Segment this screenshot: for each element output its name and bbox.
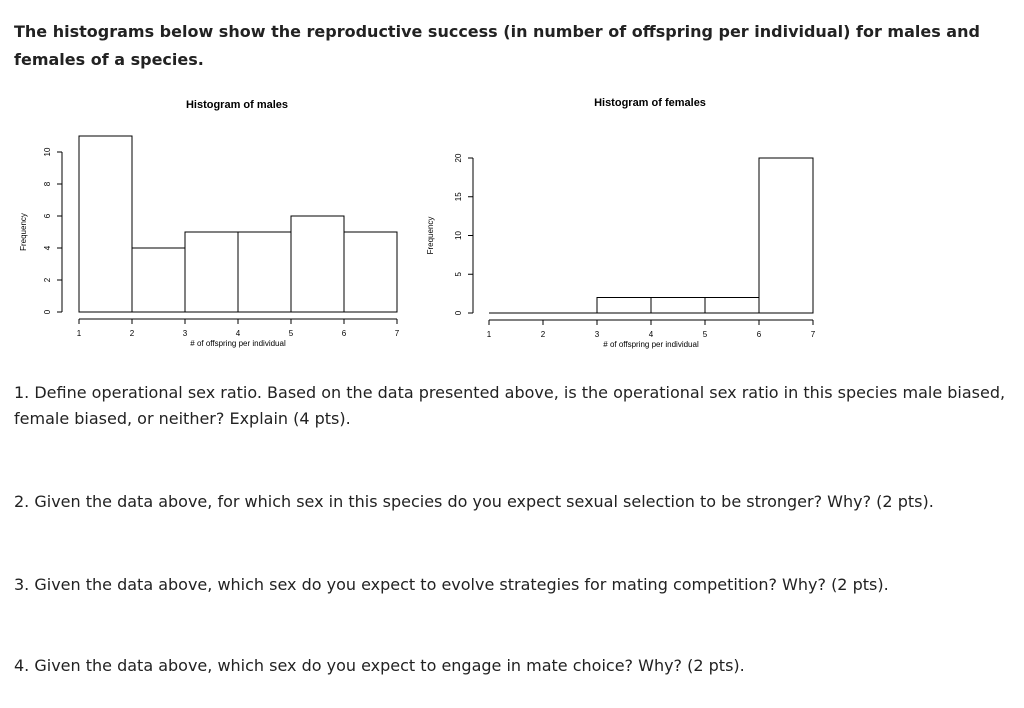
y-tick-label: 20	[454, 153, 463, 163]
x-tick-label: 5	[702, 330, 708, 339]
bar	[344, 232, 397, 312]
x-tick-label: 7	[810, 330, 816, 339]
y-tick-label: 8	[43, 181, 52, 187]
histogram-males	[0, 80, 420, 370]
x-tick-label: 4	[648, 330, 654, 339]
x-axis-label: # of offspring per individual	[603, 340, 699, 349]
question-3: 3. Given the data above, which sex do you expect to evolve strategies for mating competition? Why? (2 pts).	[14, 575, 889, 594]
x-tick-label: 6	[756, 330, 762, 339]
chart-title: Histogram of males	[185, 99, 289, 111]
x-axis-label: # of offspring per individual	[190, 339, 286, 348]
intro-text: The histograms below show the reproductive success (in number of offspring per individual) for males and females of a species.	[14, 22, 980, 69]
x-tick-label: 2	[540, 330, 546, 339]
y-tick-label: 5	[454, 272, 463, 277]
bar	[132, 248, 185, 312]
x-tick-label: 3	[594, 330, 600, 339]
x-tick-label: 1	[76, 329, 82, 338]
histogram-females	[405, 80, 835, 370]
x-tick-label: 5	[288, 329, 294, 338]
y-tick-label: 15	[454, 192, 463, 202]
x-tick-label: 7	[394, 329, 400, 338]
question-1: 1. Define operational sex ratio. Based on the data presented above, is the operational sex ratio in this species male biased, female biased, or neither? Explain (4 pts).	[14, 383, 1006, 428]
x-tick-label: 6	[341, 329, 347, 338]
bar	[79, 136, 132, 312]
x-tick-label: 1	[486, 330, 492, 339]
y-axis-label: Frequency	[19, 213, 28, 251]
bar	[651, 298, 705, 314]
bar	[705, 298, 759, 314]
x-tick-label: 3	[182, 329, 188, 338]
y-tick-label: 2	[43, 277, 52, 283]
question-2: 2. Given the data above, for which sex in this species do you expect sexual selection to be stronger? Why? (2 pts).	[14, 492, 934, 511]
x-tick-label: 2	[129, 329, 135, 338]
chart-title: Histogram of females	[594, 97, 706, 109]
y-axis-label: Frequency	[426, 216, 435, 255]
y-tick-label: 0	[43, 309, 52, 315]
bar	[185, 232, 238, 312]
bar	[759, 158, 813, 313]
y-tick-label: 0	[454, 310, 463, 316]
bar	[597, 298, 651, 314]
y-tick-label: 6	[43, 213, 52, 219]
bar	[291, 216, 344, 312]
x-tick-label: 4	[235, 329, 241, 338]
bar	[238, 232, 291, 312]
question-4: 4. Given the data above, which sex do you expect to engage in mate choice? Why? (2 pts).	[14, 656, 745, 675]
y-tick-label: 4	[43, 245, 52, 251]
y-tick-label: 10	[454, 231, 463, 240]
y-tick-label: 10	[43, 147, 52, 157]
